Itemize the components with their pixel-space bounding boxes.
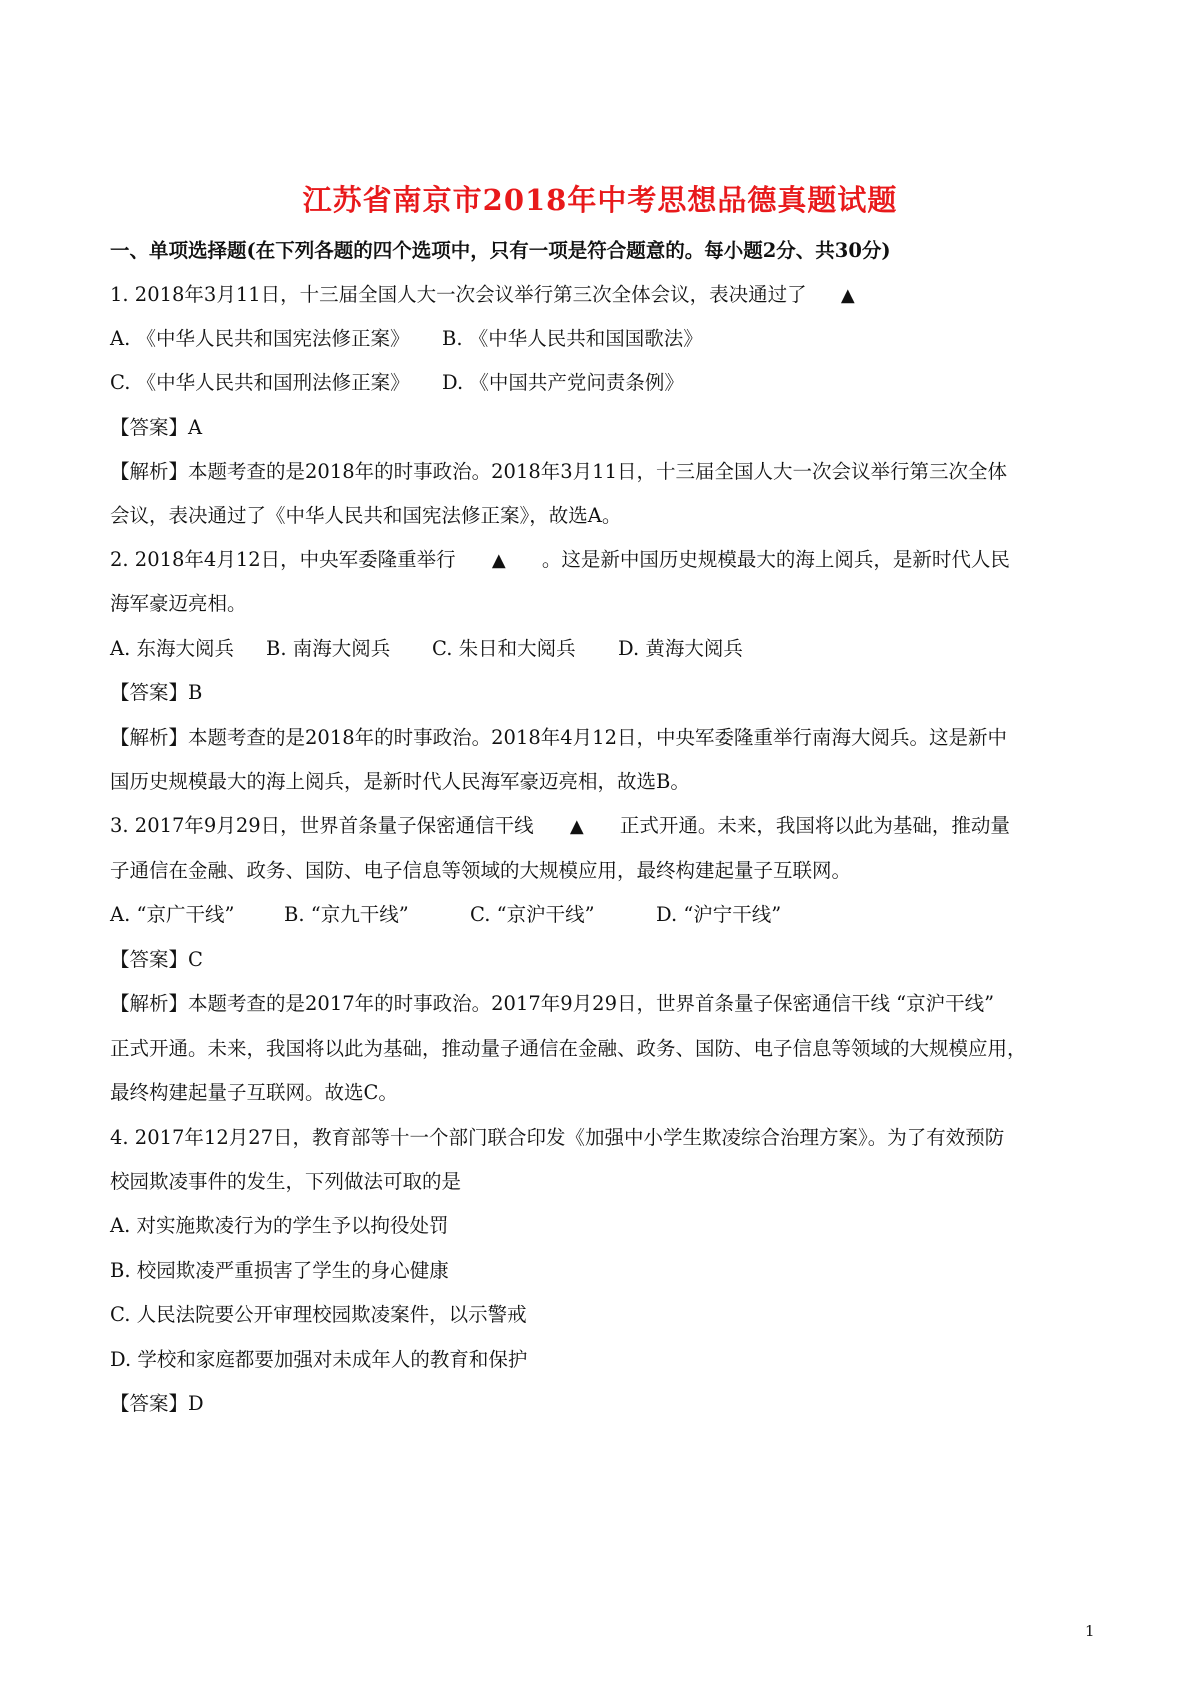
question-3-stem [110,812,1100,841]
blank-triangle-icon: ▲ [569,816,584,837]
question-1-option-d: D. 《中国共产党问责条例》 [442,371,684,394]
question-4-option-b: B. 校园欺凌严重损害了学生的身心健康 [110,1259,449,1282]
question-3-option-a: A. “京广干线” [110,903,235,926]
question-1-stem [110,281,1100,310]
question-4-stem-line-2: 校园欺凌事件的发生，下列做法可取的是 [110,1170,462,1193]
question-3-options [110,901,1100,929]
question-4-option-a: A. 对实施欺凌行为的学生予以拘役处罚 [110,1214,449,1237]
question-2-option-b: B. 南海大阅兵 [266,637,391,660]
question-2-stem-line-2: 海军豪迈亮相。 [110,592,247,615]
question-1-option-a: A. 《中华人民共和国宪法修正案》 [110,327,410,350]
question-2-option-a: A. 东海大阅兵 [110,637,234,660]
question-3-option-c: C. “京沪干线” [470,903,595,926]
question-2-analysis-line-2: 国历史规模最大的海上阅兵，是新时代人民海军豪迈亮相，故选B。 [110,770,690,793]
question-3-stem-text-a: 3. 2017年9月29日，世界首条量子保密通信干线 [110,814,534,837]
question-1-options-row-1 [110,325,1100,353]
question-3-analysis-line-2: 正式开通。未来，我国将以此为基础，推动量子通信在金融、政务、国防、电子信息等领域的大规模应用， [110,1037,1027,1060]
question-3-stem-line-2: 子通信在金融、政务、国防、电子信息等领域的大规模应用，最终构建起量子互联网。 [110,859,852,882]
question-1-option-c: C. 《中华人民共和国刑法修正案》 [110,371,410,394]
page-number: 1 [1085,1622,1095,1640]
question-1-options-row-2 [110,369,1100,397]
question-2-stem-text-b: 。这是新中国历史规模最大的海上阅兵，是新时代人民 [541,548,1010,571]
question-3-stem-text-b: 正式开通。未来，我国将以此为基础，推动量 [619,814,1010,837]
question-4-stem-line-1: 4. 2017年12月27日，教育部等十一个部门联合印发《加强中小学生欺凌综合治理方案》。为了有效预防 [110,1126,1005,1149]
blank-triangle-icon: ▲ [840,285,855,306]
question-3-option-d: D. “沪宁干线” [656,903,782,926]
question-1-answer: 【答案】A [110,416,203,439]
question-1-stem-text: 1. 2018年3月11日，十三届全国人大一次会议举行第三次全体会议，表决通过了 [110,283,807,306]
question-3-option-b: B. “京九干线” [284,903,409,926]
question-3-analysis-line-1: 【解析】本题考查的是2017年的时事政治。2017年9月29日，世界首条量子保密通信干线 “京沪干线” [110,992,995,1015]
question-4-answer: 【答案】D [110,1392,204,1415]
question-2-answer: 【答案】B [110,681,203,704]
question-2-stem-text-a: 2. 2018年4月12日，中央军委隆重举行 [110,548,456,571]
question-4-option-d: D. 学校和家庭都要加强对未成年人的教育和保护 [110,1348,528,1371]
question-2-analysis-line-1: 【解析】本题考查的是2018年的时事政治。2018年4月12日，中央军委隆重举行南海大阅兵。这是新中 [110,726,1007,749]
question-3-analysis-line-3: 最终构建起量子互联网。故选C。 [110,1081,398,1104]
question-3-answer: 【答案】C [110,948,203,971]
question-4-option-c: C. 人民法院要公开审理校园欺凌案件，以示警戒 [110,1303,527,1326]
question-1-analysis-line-2: 会议，表决通过了《中华人民共和国宪法修正案》，故选A。 [110,504,622,527]
blank-triangle-icon: ▲ [491,550,506,571]
question-2-stem [110,546,1100,575]
question-1-analysis-line-1: 【解析】本题考查的是2018年的时事政治。2018年3月11日，十三届全国人大一次会议举行第三次全体 [110,460,1007,483]
question-2-options [110,635,1100,663]
page-title: 江苏省南京市2018年中考思想品德真题试题 [302,183,898,217]
section-heading: 一、单项选择题(在下列各题的四个选项中，只有一项是符合题意的。每小题2分、共30分) [110,239,891,262]
question-2-option-d: D. 黄海大阅兵 [618,637,743,660]
question-2-option-c: C. 朱日和大阅兵 [432,637,576,660]
question-1-option-b: B. 《中华人民共和国国歌法》 [442,327,703,350]
